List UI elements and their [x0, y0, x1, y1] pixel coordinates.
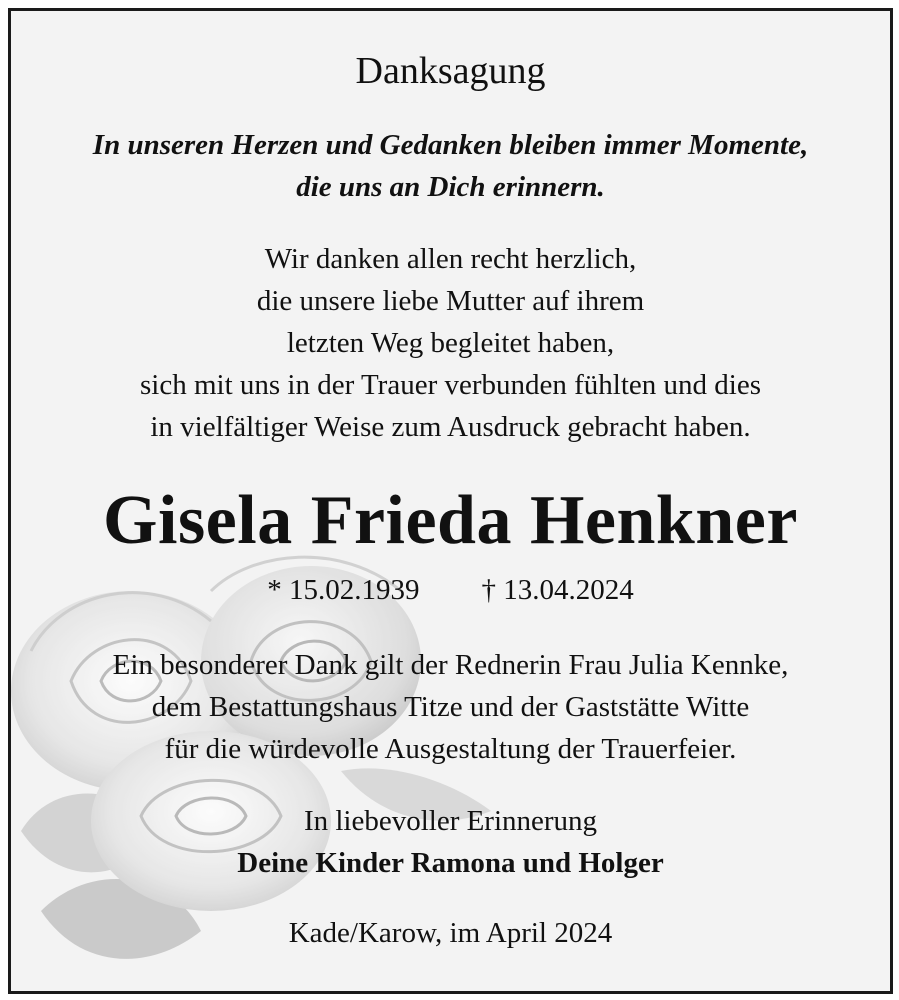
special-thanks-line-3: für die würdevolle Ausgestaltung der Trauerfeier.: [164, 733, 737, 765]
thanks-line-4: sich mit uns in der Trauer verbunden fühlten und dies: [140, 369, 761, 401]
heading: Danksagung: [355, 50, 546, 92]
special-thanks-line-2: dem Bestattungshaus Titze und der Gaststätte Witte: [151, 691, 750, 723]
deceased-name: Gisela Frieda Henkner: [103, 482, 798, 559]
birth-date: * 15.02.1939: [267, 574, 420, 606]
place-and-date: Kade/Karow, im April 2024: [288, 917, 613, 949]
life-dates: [11, 574, 890, 607]
obituary-frame: [8, 8, 893, 994]
thanks-line-5: in vielfältiger Weise zum Ausdruck gebracht haben.: [150, 411, 751, 443]
thanks-line-1: Wir danken allen recht herzlich,: [264, 243, 637, 275]
special-thanks-line-1: Ein besonderer Dank gilt der Rednerin Frau Julia Kennke,: [112, 649, 789, 681]
motto-line-1: In unseren Herzen und Gedanken bleiben immer Momente,: [92, 129, 809, 161]
closing-line: In liebevoller Erinnerung: [303, 805, 598, 837]
obituary-text: [11, 11, 890, 991]
motto-line-2: die uns an Dich erinnern.: [296, 171, 605, 203]
signature: Deine Kinder Ramona und Holger: [237, 847, 664, 879]
thanks-line-3: letzten Weg begleitet haben,: [286, 327, 615, 359]
death-date: † 13.04.2024: [481, 574, 634, 606]
thanks-line-2: die unsere liebe Mutter auf ihrem: [256, 285, 645, 317]
